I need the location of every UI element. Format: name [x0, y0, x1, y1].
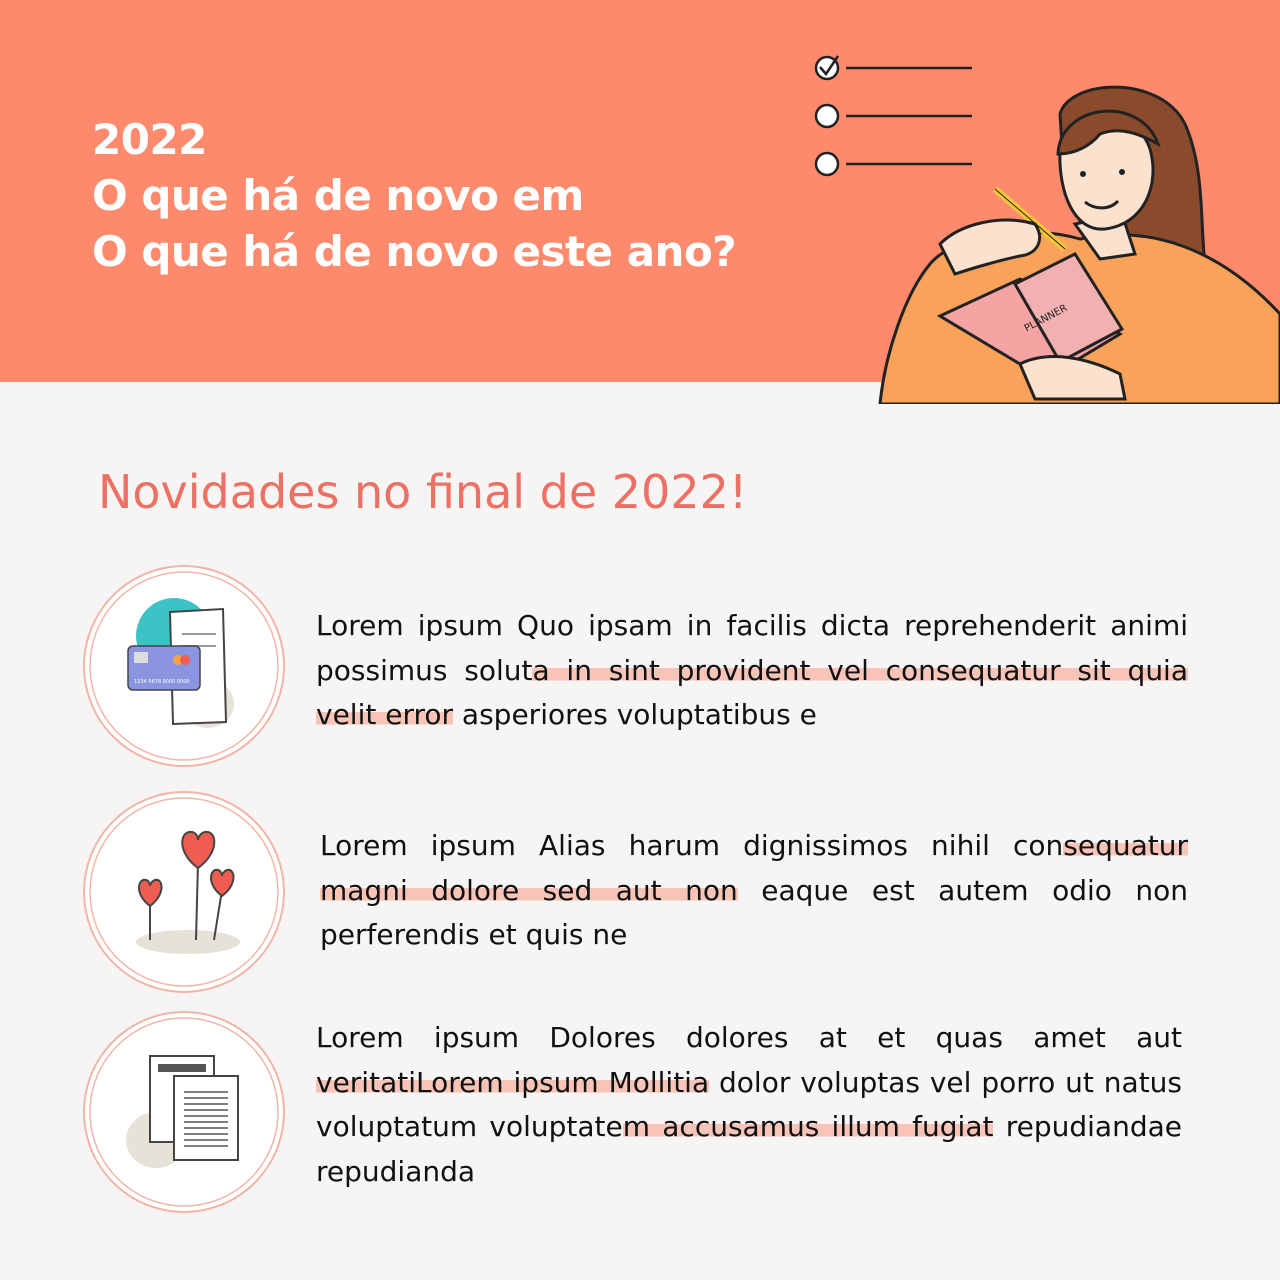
card-number: 1234 5678 9000 0000 [134, 679, 190, 685]
title-line-1: 2022 [92, 115, 207, 164]
item-text-highlight: a in sint provident vel consequatur sit quia velit error [316, 653, 1188, 731]
list-item [78, 564, 1208, 769]
item-text [320, 824, 1188, 958]
item-text-highlight: veritatiLorem ipsum Mollitia [316, 1065, 710, 1099]
item-text-highlight: m accusamus illum fugiat [622, 1110, 994, 1143]
item-text-part: repudiandae repudianda [316, 1110, 1182, 1188]
item-text [316, 604, 1188, 738]
item-text-part: dolor voluptas vel porro ut natus voluptatum voluptate [316, 1065, 1183, 1143]
item-text-highlight: sequatur magni dolore sed aut non [320, 829, 1188, 907]
item-text-part: Lorem ipsum Alias harum dignissimos nihil con [320, 829, 1064, 862]
item-text-part: eaque est autem odio non perferendis et quis ne [320, 873, 1188, 951]
credit-card-receipt-icon [78, 564, 290, 776]
page-title [92, 112, 736, 280]
section-title: Novidades no final de 2022! [98, 465, 748, 519]
header-banner [0, 0, 1280, 382]
title-line-2: O que há de novo em [92, 171, 584, 220]
woman-reading-planner-illustration [860, 74, 1280, 404]
item-text-part: asperiores voluptatibus e [453, 698, 817, 731]
item-text-part: Lorem ipsum Dolores dolores at et quas amet aut [316, 1021, 1182, 1054]
documents-icon [78, 1010, 290, 1222]
heart-flowers-icon [78, 790, 290, 1002]
title-line-3: O que há de novo este ano? [92, 227, 737, 276]
list-item [78, 790, 1208, 995]
item-text [316, 1016, 1182, 1194]
list-item [78, 1010, 1208, 1215]
item-text-part: Lorem ipsum Quo ipsam in facilis dicta reprehenderit animi possimus solut [316, 609, 1188, 687]
book-label: PLANNER [1022, 302, 1070, 335]
